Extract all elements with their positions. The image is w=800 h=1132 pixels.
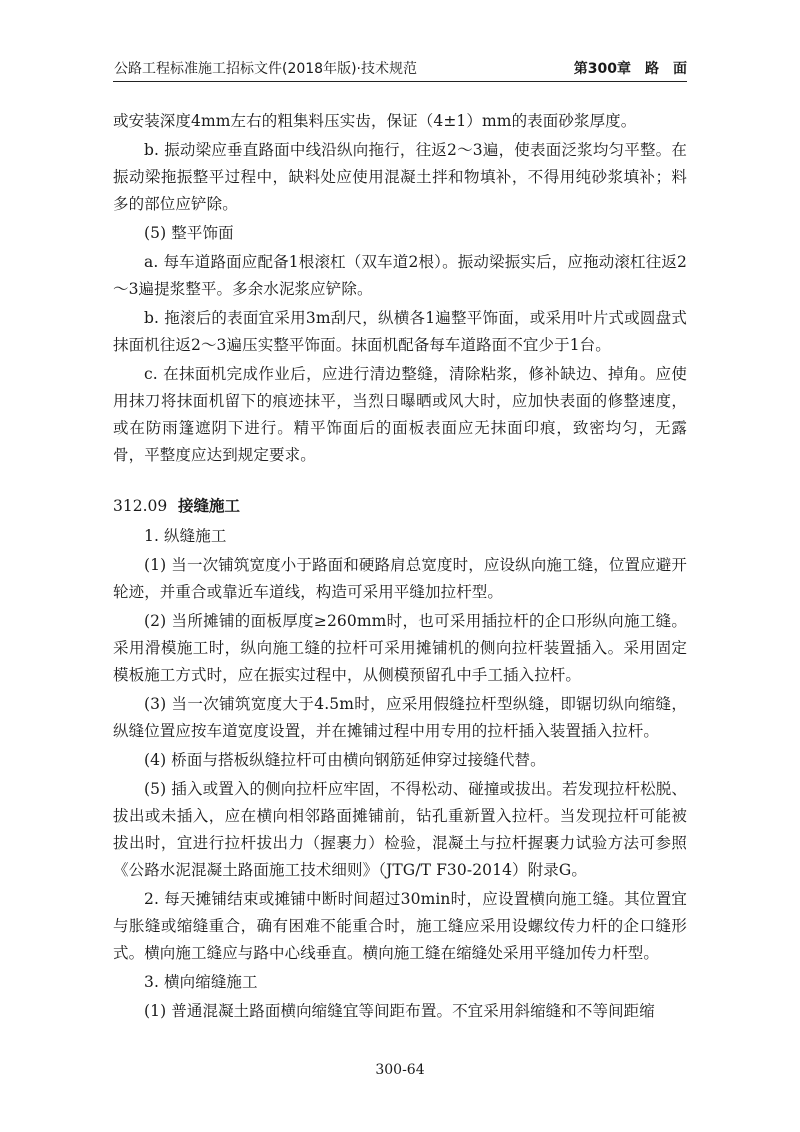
subheading: (5) 整平饰面 — [144, 224, 234, 242]
paragraph: b. 拖滚后的表面宜采用3m刮尺，纵横各1遍整平饰面，或采用叶片式或圆盘式抹面机往返2～3遍压实整平饰面。抹面机配备每车道路面不宜少于1台。 — [113, 309, 687, 354]
subheading: 3. 横向缩缝施工 — [144, 973, 258, 991]
section-title: 接缝施工 — [178, 496, 241, 515]
page-body — [113, 108, 687, 1027]
subheading: 1. 纵缝施工 — [144, 527, 227, 545]
header-chapter-title: 第300章 路 面 — [573, 61, 687, 77]
paragraph: (1) 普通混凝土路面横向缩缝宜等间距布置。不宜采用斜缩缝和不等间距缩 — [144, 1002, 655, 1020]
paragraph: (1) 当一次铺筑宽度小于路面和硬路肩总宽度时，应设纵向施工缝，位置应避开轮迹，并重合或靠近车道线，构造可采用平缝加拉杆型。 — [113, 556, 687, 601]
paragraph: a. 每车道路面应配备1根滚杠（双车道2根）。振动梁振实后，应拖动滚杠往返2～3遍提浆整平。多余水泥浆应铲除。 — [113, 253, 687, 298]
paragraph: (2) 当所摊铺的面板厚度≥260mm时，也可采用插拉杆的企口形纵向施工缝。采用滑模施工时，纵向施工缝的拉杆可采用摊铺机的侧向拉杆装置插入。采用固定模板施工方式时，应在振实过程中，从侧模预留孔中手工插入拉杆。 — [113, 612, 687, 684]
paragraph: c. 在抹面机完成作业后，应进行清边整缝，清除粘浆，修补缺边、掉角。应使用抹刀将抹面机留下的痕迹抹平，当烈日曝晒或风大时，应加快表面的修整速度，或在防雨篷遮阴下进行。精平饰面后的面板表面应无抹面印痕，致密均匀，无露骨，平整度应达到规定要求。 — [113, 365, 687, 464]
section-number: 312.09 — [113, 497, 168, 515]
paragraph: (3) 当一次铺筑宽度大于4.5m时，应采用假缝拉杆型纵缝，即锯切纵向缩缝，纵缝位置应按车道宽度设置，并在摊铺过程中用专用的拉杆插入装置插入拉杆。 — [113, 695, 687, 740]
header-document-title: 公路工程标准施工招标文件(2018年版)·技术规范 — [114, 61, 418, 77]
page-header — [113, 55, 687, 82]
section-heading — [113, 492, 687, 520]
paragraph: 2. 每天摊铺结束或摊铺中断时间超过30min时，应设置横向施工缝。其位置宜与胀缝或缩缝重合，确有困难不能重合时，施工缝应采用设螺纹传力杆的企口缝形式。横向施工缝应与路中心线垂直。横向施工缝在缩缝处采用平缝加传力杆型。 — [113, 890, 687, 962]
paragraph: b. 振动梁应垂直路面中线沿纵向拖行，往返2～3遍，使表面泛浆均匀平整。在振动梁拖振整平过程中，缺料处应使用混凝土拌和物填补，不得用纯砂浆填补；料多的部位应铲除。 — [113, 141, 687, 213]
paragraph: 或安装深度4mm左右的粗集料压实齿，保证（4±1）mm的表面砂浆厚度。 — [113, 112, 637, 130]
paragraph: (4) 桥面与搭板纵缝拉杆可由横向钢筋延伸穿过接缝代替。 — [144, 751, 546, 769]
paragraph: (5) 插入或置入的侧向拉杆应牢固，不得松动、碰撞或拔出。若发现拉杆松脱、拔出或未插入，应在横向相邻路面摊铺前，钻孔重新置入拉杆。当发现拉杆可能被拔出时，宜进行拉杆拔出力（握裹力）检验，混凝土与拉杆握裹力试验方法可参照《公路水泥混凝土路面施工技术细则》（JTG/T F30-2014）附录G。 — [113, 780, 687, 879]
page-number: 300-64 — [375, 1062, 425, 1078]
